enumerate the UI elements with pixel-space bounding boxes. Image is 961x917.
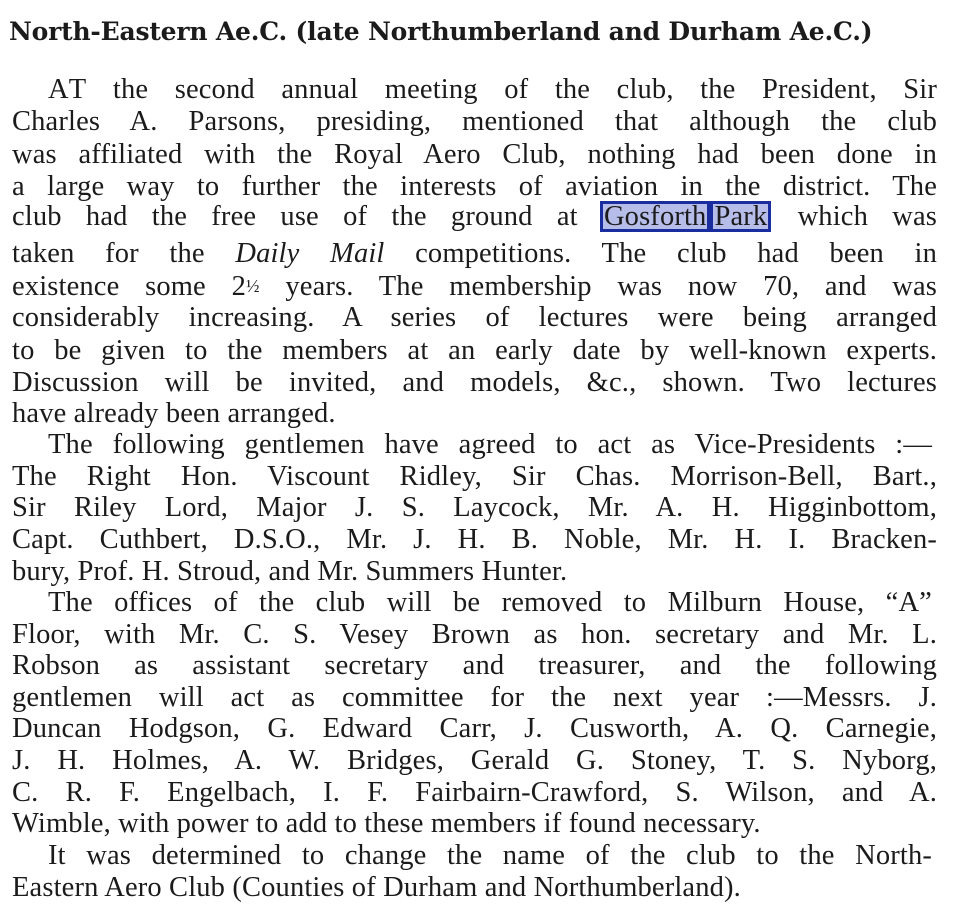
- line-text: which was: [773, 201, 937, 232]
- smallcap-letter: T: [68, 74, 87, 105]
- line-text: years. The membership was now 70, and was: [259, 271, 937, 302]
- text-line: Capt. Cuthbert, D.S.O., Mr. J. H. B. Noble, Mr. H. I. Bracken-: [12, 524, 937, 555]
- text-line: Sir Riley Lord, Major J. S. Laycock, Mr. A. H. Higginbottom,: [12, 492, 937, 523]
- line-text: club had the free use of the ground at: [12, 201, 602, 232]
- fraction-half: ½: [246, 276, 260, 296]
- line-text: competitions. The club had been in: [384, 238, 937, 269]
- line-text: taken for the: [12, 238, 236, 269]
- text-line: was affiliated with the Royal Aero Club, nothing had been done in: [12, 139, 937, 170]
- text-line: to be given to the members at an early date by well-known experts.: [12, 335, 937, 366]
- text-line: [12, 74, 937, 106]
- text-line: gentlemen will act as committee for the next year :—Messrs. J.: [12, 682, 937, 713]
- text-line: bury, Prof. H. Stroud, and Mr. Summers Hunter.: [12, 556, 568, 587]
- text-line: Robson as assistant secretary and treasurer, and the following: [12, 650, 937, 681]
- article-heading: [9, 12, 949, 52]
- text-line: Discussion will be invited, and models, &c., shown. Two lectures: [12, 367, 937, 398]
- text-line: Wimble, with power to add to these members if found necessary.: [12, 808, 761, 839]
- article-title-suffix: (late Northumberland and Durham Ae.C.): [295, 17, 873, 46]
- line-text: the second annual meeting of the club, the President, Sir: [86, 74, 937, 105]
- newspaper-name: Daily Mail: [235, 238, 385, 269]
- text-line: Charles A. Parsons, presiding, mentioned that although the club: [12, 106, 937, 137]
- text-line: The offices of the club will be removed to Milburn House, “A”: [48, 587, 932, 618]
- text-line: [12, 270, 937, 302]
- dropcap-letter: A: [48, 74, 69, 105]
- text-line: Floor, with Mr. C. S. Vesey Brown as hon. secretary and Mr. L.: [12, 619, 937, 650]
- text-line: Eastern Aero Club (Counties of Durham and Northumberland).: [12, 872, 741, 903]
- search-highlight-park[interactable]: Park: [714, 201, 768, 232]
- text-line: Duncan Hodgson, G. Edward Carr, J. Cusworth, A. Q. Carnegie,: [12, 713, 937, 744]
- text-line: The following gentlemen have agreed to act as Vice-Presidents :—: [48, 429, 932, 460]
- search-highlight-gosforth[interactable]: Gosforth: [603, 201, 707, 232]
- text-line: a large way to further the interests of aviation in the district. The: [12, 171, 937, 202]
- text-line: [12, 238, 937, 270]
- line-text: existence some 2: [12, 271, 246, 302]
- text-line: It was determined to change the name of the club to the North-: [48, 840, 932, 871]
- article-title: North-Eastern Ae.C.: [9, 17, 287, 46]
- text-line: have already been arranged.: [12, 398, 336, 429]
- text-line: The Right Hon. Viscount Ridley, Sir Chas. Morrison-Bell, Bart.,: [12, 461, 937, 492]
- text-line: J. H. Holmes, A. W. Bridges, Gerald G. Stoney, T. S. Nyborg,: [12, 745, 937, 776]
- text-line: [12, 201, 937, 233]
- text-line: considerably increasing. A series of lectures were being arranged: [12, 302, 937, 333]
- text-line: C. R. F. Engelbach, I. F. Fairbairn-Crawford, S. Wilson, and A.: [12, 777, 937, 808]
